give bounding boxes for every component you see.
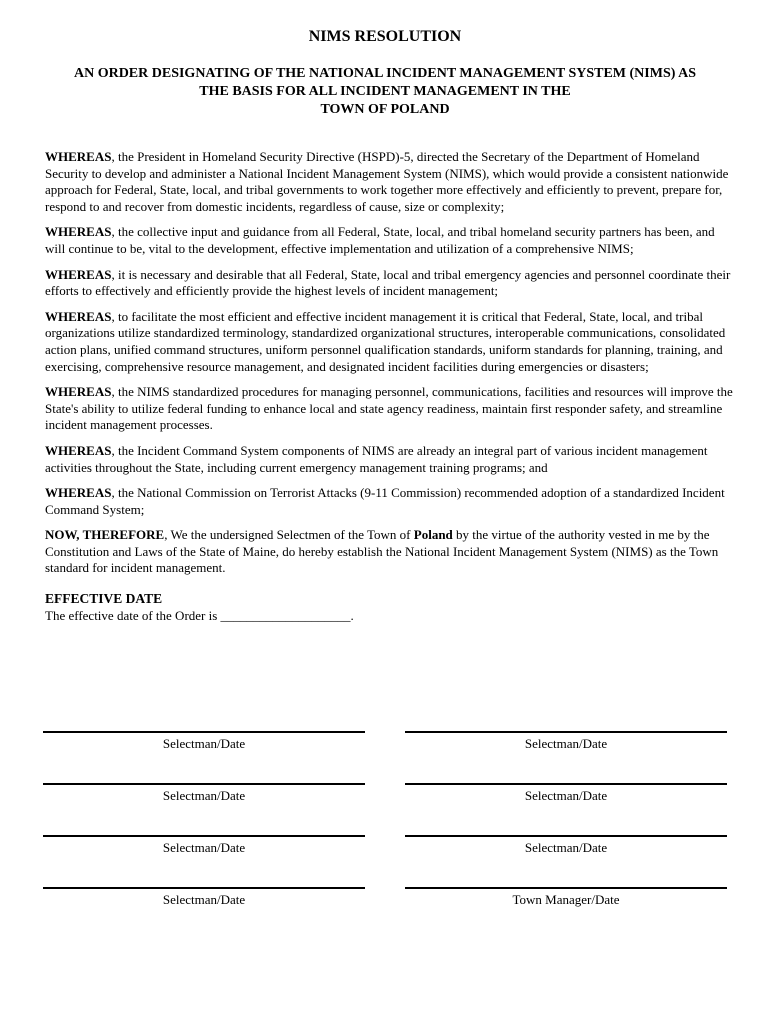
paragraph-text: , the Incident Command System components of NIMS are already an integral part of various incident management activities throughout the State, including current emergency management training programs; and: [45, 442, 708, 475]
signature-line: Selectman/Date: [43, 887, 365, 908]
paragraph-lead: WHEREAS: [45, 266, 112, 282]
paragraph-text: by the virtue of the authority vested in me by the Constitution and Laws of the State of Maine, do hereby establish the National Incident Management System (NIMS) as the Town standard for incident management.: [45, 527, 719, 576]
document-title: NIMS RESOLUTION: [308, 28, 462, 45]
paragraph-text: , the NIMS standardized procedures for managing personnel, communications, facilities and resources will improve the State's ability to utilize federal funding to enhance local and state agency readiness, maintain first responder safety, and streamline incident management processes.: [45, 384, 733, 433]
paragraph-text: , the National Commission on Terrorist Attacks (9-11 Commission) recommended adoption of a standardized Incident Command System;: [45, 485, 725, 517]
paragraph-text: , We the undersigned Selectmen of the Town of: [164, 527, 414, 543]
paragraph-text: , the collective input and guidance from all Federal, State, local, and tribal homeland security partners has been, and will continue to be, vital to the development, effective implementation and utilization of a comprehensive NIMS;: [45, 224, 715, 256]
whereas-paragraph-5: [45, 384, 735, 434]
whereas-paragraph-7: [45, 485, 735, 518]
paragraph-lead: WHEREAS: [45, 384, 112, 400]
signature-line: Selectman/Date: [43, 731, 365, 752]
paragraph-text: , to facilitate the most efficient and effective incident management it is critical that Federal, State, local, and tribal organizations utilize standardized terminology, standardized organizational structures, interoperable communications, consolidated action plans, unified command structures, uniform personnel qualification standards, uniform standards for planning, training, and exercising, comprehensive resource management, and designated incident facilities during emergencies or disasters;: [45, 308, 726, 374]
subtitle-line-1: AN ORDER DESIGNATING OF THE NATIONAL INCIDENT MANAGEMENT SYSTEM (NIMS) AS: [73, 66, 697, 81]
whereas-paragraph-4: [45, 309, 735, 375]
signature-line: Selectman/Date: [43, 835, 365, 856]
paragraph-lead: WHEREAS: [45, 149, 112, 164]
now-therefore-paragraph: [45, 527, 735, 577]
paragraph-lead: NOW, THEREFORE: [45, 527, 165, 543]
signature-line: Selectman/Date: [405, 835, 727, 856]
effective-date-line: The effective date of the Order is ____________________.: [45, 607, 354, 623]
whereas-paragraph-2: [45, 224, 735, 257]
subtitle-line-2: THE BASIS FOR ALL INCIDENT MANAGEMENT IN THE: [199, 84, 571, 99]
signature-line: Selectman/Date: [405, 783, 727, 804]
signature-line: Selectman/Date: [43, 783, 365, 804]
resolution-body: [45, 149, 735, 624]
whereas-paragraph-1: [45, 149, 735, 215]
paragraph-lead: WHEREAS: [45, 308, 112, 324]
paragraph-lead: WHEREAS: [45, 485, 112, 501]
signature-line: Town Manager/Date: [405, 887, 727, 908]
town-name: Poland: [413, 527, 453, 543]
whereas-paragraph-6: [45, 443, 735, 476]
signature-line: Selectman/Date: [405, 731, 727, 752]
paragraph-text: , the President in Homeland Security Directive (HSPD)-5, directed the Secretary of the Department of Homeland Security to develop and administer a National Incident Management System (NIMS), which would provide a consistent nationwide approach for Federal, State, local, and tribal governments to work together more effectively and efficiently to prevent, prepare for, respond to and recover from domestic incidents, regardless of cause, size or complexity;: [45, 149, 729, 214]
paragraph-text: , it is necessary and desirable that all Federal, State, local and tribal emergency agencies and personnel coordinate their efforts to effectively and efficiently provide the highest levels of incident management;: [45, 266, 731, 299]
subtitle-line-3: TOWN OF POLAND: [320, 102, 450, 117]
paragraph-lead: WHEREAS: [45, 224, 112, 240]
paragraph-lead: WHEREAS: [45, 442, 112, 458]
whereas-paragraph-3: [45, 267, 735, 300]
document-subtitle: [40, 65, 730, 119]
effective-date-heading: EFFECTIVE DATE: [45, 591, 163, 607]
